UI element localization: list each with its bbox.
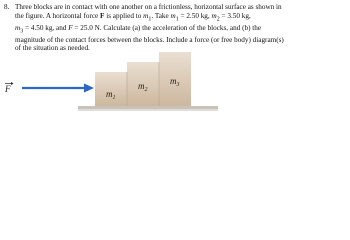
- floor-shadow: [78, 109, 218, 111]
- block-m3-label: $m_3$: [170, 76, 180, 88]
- problem-line-4: magnitude of the contact forces between the blocks. Include a force (or free body) diagram(s): [15, 35, 284, 44]
- force-label: F: [5, 84, 11, 94]
- problem-number: 8.: [4, 3, 10, 11]
- problem-line-5: of the situation as needed.: [15, 44, 90, 53]
- problem-line-1: Three blocks are in contact with one another on a frictionless, horizontal surface as shown in: [15, 3, 282, 11]
- force-vector-bar-head: [11, 82, 14, 85]
- block-m2-label: $m_2$: [138, 81, 148, 93]
- block-m1-label: $m_1$: [106, 89, 116, 101]
- problem-line-2: the figure. A horizontal force F is applied to $m_1$. Take $m_1 = 2.50$ kg, $m_2 = 3.50$ kg,: [15, 11, 251, 23]
- problem-line-3: $m_3 = 4.50$ kg, and F = 25.0 N. Calculate (a) the acceleration of the blocks, and (b) the: [15, 23, 262, 35]
- force-arrow-head: [84, 84, 94, 93]
